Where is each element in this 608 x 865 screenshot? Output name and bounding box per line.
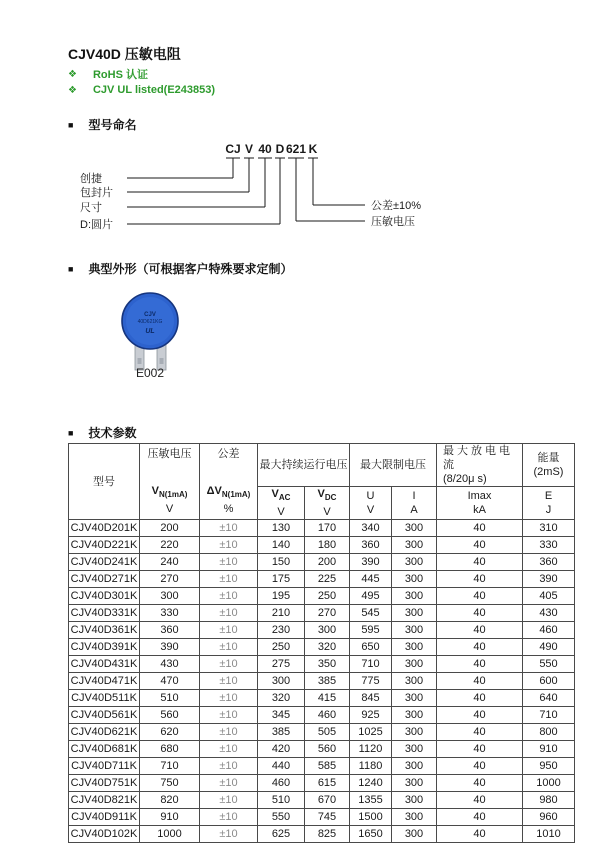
cell-value: 1500 <box>350 809 392 826</box>
figure-label: E002 <box>135 366 165 380</box>
cell-value: 300 <box>392 741 437 758</box>
col-unit: J <box>545 504 552 517</box>
cell-value: 1180 <box>350 758 392 775</box>
cell-model: CJV40D361K <box>69 622 140 639</box>
cell-value: 495 <box>350 588 392 605</box>
cell-value: 40 <box>437 520 523 537</box>
cell-value: 1000 <box>523 775 575 792</box>
col-unit: A <box>410 504 418 517</box>
cell-value: 360 <box>523 554 575 571</box>
cell-value: 320 <box>305 639 350 656</box>
code-part: K <box>308 142 318 156</box>
code-part: D <box>275 142 285 156</box>
cell-model: CJV40D621K <box>69 724 140 741</box>
cell-value: ±10 <box>200 673 258 690</box>
cell-model: CJV40D711K <box>69 758 140 775</box>
cell-value: 275 <box>258 656 305 673</box>
code-part: 621 <box>285 142 307 156</box>
cell-value: 505 <box>305 724 350 741</box>
table-row <box>69 741 575 758</box>
cell-value: 560 <box>305 741 350 758</box>
cell-value: 200 <box>305 554 350 571</box>
table-row <box>69 724 575 741</box>
cell-value: 40 <box>437 656 523 673</box>
cell-value: 360 <box>350 537 392 554</box>
cell-value: 300 <box>258 673 305 690</box>
cell-value: 180 <box>305 537 350 554</box>
naming-label: 尺寸 <box>80 202 102 214</box>
cell-value: 300 <box>392 690 437 707</box>
col-unit: V <box>323 506 331 519</box>
cell-model: CJV40D241K <box>69 554 140 571</box>
table-row <box>69 707 575 724</box>
naming-label: 创捷 <box>80 173 102 185</box>
table-row <box>69 792 575 809</box>
table-row <box>69 758 575 775</box>
col-symbol: $V_{N(1mA)}$ <box>151 485 188 500</box>
cell-value: 340 <box>350 520 392 537</box>
cell-value: 600 <box>523 673 575 690</box>
cell-value: 415 <box>305 690 350 707</box>
cell-value: 440 <box>258 758 305 775</box>
cell-model: CJV40D301K <box>69 588 140 605</box>
cell-value: 680 <box>140 741 200 758</box>
table-row <box>69 588 575 605</box>
cell-value: 300 <box>392 605 437 622</box>
cell-value: 300 <box>140 588 200 605</box>
cell-value: ±10 <box>200 758 258 775</box>
specs-table <box>68 443 575 843</box>
cell-value: 40 <box>437 690 523 707</box>
cell-value: ±10 <box>200 656 258 673</box>
cell-value: 650 <box>350 639 392 656</box>
naming-label: D:圆片 <box>80 219 113 231</box>
cell-value: 195 <box>258 588 305 605</box>
cell-value: 300 <box>392 639 437 656</box>
cell-value: ±10 <box>200 724 258 741</box>
col-title: 压敏电压 <box>147 448 192 460</box>
cell-value: 300 <box>392 537 437 554</box>
cell-value: 670 <box>305 792 350 809</box>
table-row <box>69 622 575 639</box>
cell-value: 270 <box>140 571 200 588</box>
cell-value: 910 <box>140 809 200 826</box>
cell-value: 595 <box>350 622 392 639</box>
cell-value: 40 <box>437 554 523 571</box>
cell-value: 300 <box>392 520 437 537</box>
cell-value: ±10 <box>200 622 258 639</box>
col-symbol: E <box>544 490 553 503</box>
cell-value: 130 <box>258 520 305 537</box>
cell-value: 460 <box>258 775 305 792</box>
cell-value: 625 <box>258 826 305 843</box>
cell-value: 225 <box>305 571 350 588</box>
cell-value: ±10 <box>200 775 258 792</box>
cell-value: 210 <box>258 605 305 622</box>
cell-value: 390 <box>523 571 575 588</box>
cell-value: 545 <box>350 605 392 622</box>
cell-value: 620 <box>140 724 200 741</box>
cell-value: 40 <box>437 605 523 622</box>
cell-value: 40 <box>437 826 523 843</box>
table-row <box>69 520 575 537</box>
col-title: 公差 <box>217 448 240 460</box>
cell-model: CJV40D561K <box>69 707 140 724</box>
cell-value: 300 <box>392 707 437 724</box>
cell-value: 1025 <box>350 724 392 741</box>
cell-value: ±10 <box>200 826 258 843</box>
varistor-photo <box>112 292 188 374</box>
cell-value: 470 <box>140 673 200 690</box>
col-subtitle: (2mS) <box>533 466 564 478</box>
cell-model: CJV40D331K <box>69 605 140 622</box>
cell-value: ±10 <box>200 588 258 605</box>
cell-value: 345 <box>258 707 305 724</box>
cell-value: 745 <box>305 809 350 826</box>
cell-value: 310 <box>523 520 575 537</box>
col-header-e <box>523 487 575 520</box>
col-header-model: 型号 <box>69 444 140 520</box>
cell-value: 1120 <box>350 741 392 758</box>
cell-value: 845 <box>350 690 392 707</box>
cell-value: ±10 <box>200 707 258 724</box>
page-title: CJV40D 压敏电阻 <box>68 46 181 62</box>
col-symbol: $V_{DC}$ <box>317 488 337 503</box>
col-header-max-continuous: 最大持续运行电压 <box>258 444 350 487</box>
cell-value: ±10 <box>200 690 258 707</box>
section-heading-specs <box>68 424 136 441</box>
cell-value: 40 <box>437 792 523 809</box>
table-row <box>69 605 575 622</box>
cell-value: 300 <box>392 724 437 741</box>
cell-value: 385 <box>258 724 305 741</box>
cell-value: 300 <box>392 758 437 775</box>
cell-value: 775 <box>350 673 392 690</box>
table-row <box>69 554 575 571</box>
cell-value: 385 <box>305 673 350 690</box>
cell-value: 40 <box>437 724 523 741</box>
cell-value: 460 <box>523 622 575 639</box>
cell-value: 300 <box>392 673 437 690</box>
cell-value: 40 <box>437 775 523 792</box>
square-bullet-icon: ■ <box>68 263 74 274</box>
col-symbol: I <box>412 490 416 503</box>
col-subtitle: (8/20μ s) <box>443 473 487 485</box>
cell-value: 250 <box>305 588 350 605</box>
section-heading-shape <box>68 260 292 277</box>
naming-label: 公差±10% <box>371 200 422 212</box>
cell-value: ±10 <box>200 605 258 622</box>
code-part: V <box>244 142 254 156</box>
table-row <box>69 673 575 690</box>
cell-value: ±10 <box>200 639 258 656</box>
table-row <box>69 639 575 656</box>
cell-value: 585 <box>305 758 350 775</box>
cell-value: 1650 <box>350 826 392 843</box>
table-row <box>69 809 575 826</box>
section-title: 典型外形（可根据客户特殊要求定制） <box>88 262 293 276</box>
cell-value: 40 <box>437 707 523 724</box>
cell-value: 820 <box>140 792 200 809</box>
cert-label: CJV UL listed(E243853) <box>92 84 216 96</box>
table-row <box>69 571 575 588</box>
cell-value: 300 <box>392 588 437 605</box>
cell-value: 960 <box>523 809 575 826</box>
cell-value: 40 <box>437 673 523 690</box>
table-row <box>69 775 575 792</box>
cell-value: 150 <box>258 554 305 571</box>
cell-value: ±10 <box>200 792 258 809</box>
cell-value: 615 <box>305 775 350 792</box>
cell-value: 445 <box>350 571 392 588</box>
cell-value: 330 <box>140 605 200 622</box>
cell-value: 950 <box>523 758 575 775</box>
table-row <box>69 826 575 843</box>
specs-table-body <box>69 520 575 843</box>
cell-value: 300 <box>392 775 437 792</box>
col-header-max-discharge <box>437 444 523 487</box>
cell-value: 300 <box>392 571 437 588</box>
cell-value: 250 <box>258 639 305 656</box>
cell-model: CJV40D471K <box>69 673 140 690</box>
cert-item-rohs <box>68 66 148 82</box>
cell-value: 825 <box>305 826 350 843</box>
cell-value: ±10 <box>200 571 258 588</box>
cell-value: 750 <box>140 775 200 792</box>
cell-model: CJV40D681K <box>69 741 140 758</box>
cell-value: 200 <box>140 520 200 537</box>
table-row <box>69 537 575 554</box>
cell-value: 980 <box>523 792 575 809</box>
cell-value: 405 <box>523 588 575 605</box>
cell-value: 40 <box>437 622 523 639</box>
col-header-vac <box>258 487 305 520</box>
disc-marking-line1: CJV <box>144 312 156 318</box>
col-header-imax <box>437 487 523 520</box>
cell-value: 360 <box>140 622 200 639</box>
cell-value: 1355 <box>350 792 392 809</box>
model-naming-diagram <box>68 138 568 238</box>
cell-value: 240 <box>140 554 200 571</box>
cell-value: 510 <box>140 690 200 707</box>
code-part: 40 <box>258 142 272 156</box>
cell-value: 640 <box>523 690 575 707</box>
cell-model: CJV40D431K <box>69 656 140 673</box>
cell-value: 300 <box>392 826 437 843</box>
col-symbol: $V_{AC}$ <box>271 488 291 503</box>
diamond-bullet-icon: ❖ <box>68 68 77 80</box>
col-header-i <box>392 487 437 520</box>
naming-label: 压敏电压 <box>371 216 415 228</box>
col-title: 能量 <box>537 452 560 464</box>
cell-value: 390 <box>350 554 392 571</box>
cell-model: CJV40D201K <box>69 520 140 537</box>
cell-value: 430 <box>523 605 575 622</box>
cell-value: 300 <box>392 554 437 571</box>
cell-value: 1010 <box>523 826 575 843</box>
col-header-tolerance <box>200 444 258 520</box>
cell-value: 220 <box>140 537 200 554</box>
cert-item-ul <box>68 84 215 96</box>
cell-value: 40 <box>437 741 523 758</box>
cell-value: 40 <box>437 588 523 605</box>
col-unit: V <box>277 506 285 519</box>
col-header-u <box>350 487 392 520</box>
cert-label: RoHS 认证 <box>92 69 148 81</box>
cell-value: 550 <box>523 656 575 673</box>
section-title: 型号命名 <box>88 118 137 132</box>
cell-value: ±10 <box>200 554 258 571</box>
col-header-vdc <box>305 487 350 520</box>
table-row <box>69 656 575 673</box>
cell-value: 800 <box>523 724 575 741</box>
cell-value: 170 <box>305 520 350 537</box>
cell-model: CJV40D391K <box>69 639 140 656</box>
col-unit: V <box>366 504 375 517</box>
cell-value: 140 <box>258 537 305 554</box>
col-header-varistor-voltage <box>140 444 200 520</box>
col-unit: % <box>223 503 234 516</box>
cell-value: 300 <box>392 622 437 639</box>
square-bullet-icon: ■ <box>68 427 74 438</box>
cell-value: ±10 <box>200 741 258 758</box>
col-unit: V <box>165 503 174 516</box>
cell-value: 710 <box>350 656 392 673</box>
square-bullet-icon: ■ <box>68 119 74 130</box>
cell-value: 430 <box>140 656 200 673</box>
col-header-energy <box>523 444 575 487</box>
cell-value: 230 <box>258 622 305 639</box>
cell-model: CJV40D911K <box>69 809 140 826</box>
cell-value: ±10 <box>200 809 258 826</box>
cell-value: ±10 <box>200 537 258 554</box>
cell-value: 350 <box>305 656 350 673</box>
cell-value: 40 <box>437 758 523 775</box>
cell-value: 710 <box>523 707 575 724</box>
cell-value: 460 <box>305 707 350 724</box>
cell-model: CJV40D511K <box>69 690 140 707</box>
col-header-max-clamping: 最大限制电压 <box>350 444 437 487</box>
col-title: 最大放电电流 <box>443 445 513 471</box>
cell-model: CJV40D271K <box>69 571 140 588</box>
table-row <box>69 690 575 707</box>
cell-value: 300 <box>392 792 437 809</box>
cell-value: 320 <box>258 690 305 707</box>
cell-value: 925 <box>350 707 392 724</box>
col-symbol: Imax <box>467 490 492 503</box>
cell-value: 40 <box>437 809 523 826</box>
code-part: CJ <box>225 142 241 156</box>
cell-value: 1240 <box>350 775 392 792</box>
cell-value: 490 <box>523 639 575 656</box>
section-heading-naming <box>68 116 136 133</box>
ul-mark-icon: UL <box>145 328 155 335</box>
cell-value: 330 <box>523 537 575 554</box>
cell-value: 40 <box>437 537 523 554</box>
cell-value: 510 <box>258 792 305 809</box>
cell-value: 390 <box>140 639 200 656</box>
cell-value: 300 <box>392 656 437 673</box>
cell-value: 910 <box>523 741 575 758</box>
cell-model: CJV40D821K <box>69 792 140 809</box>
cell-value: 710 <box>140 758 200 775</box>
col-unit: kA <box>473 504 486 517</box>
cell-value: 560 <box>140 707 200 724</box>
cell-value: 300 <box>392 809 437 826</box>
section-title: 技术参数 <box>88 426 137 440</box>
disc-marking-line2: 40D621KG <box>137 319 163 325</box>
cell-value: 420 <box>258 741 305 758</box>
col-symbol: U <box>366 490 375 503</box>
cell-value: ±10 <box>200 520 258 537</box>
cell-model: CJV40D102K <box>69 826 140 843</box>
cell-value: 550 <box>258 809 305 826</box>
cell-value: 300 <box>305 622 350 639</box>
col-symbol: $\Delta V_{N(1mA)}$ <box>206 485 251 500</box>
cell-model: CJV40D221K <box>69 537 140 554</box>
cell-model: CJV40D751K <box>69 775 140 792</box>
cell-value: 175 <box>258 571 305 588</box>
diamond-bullet-icon: ❖ <box>68 84 77 96</box>
cell-value: 1000 <box>140 826 200 843</box>
cell-value: 40 <box>437 639 523 656</box>
naming-label: 包封片 <box>80 187 113 199</box>
cell-value: 270 <box>305 605 350 622</box>
cell-value: 40 <box>437 571 523 588</box>
